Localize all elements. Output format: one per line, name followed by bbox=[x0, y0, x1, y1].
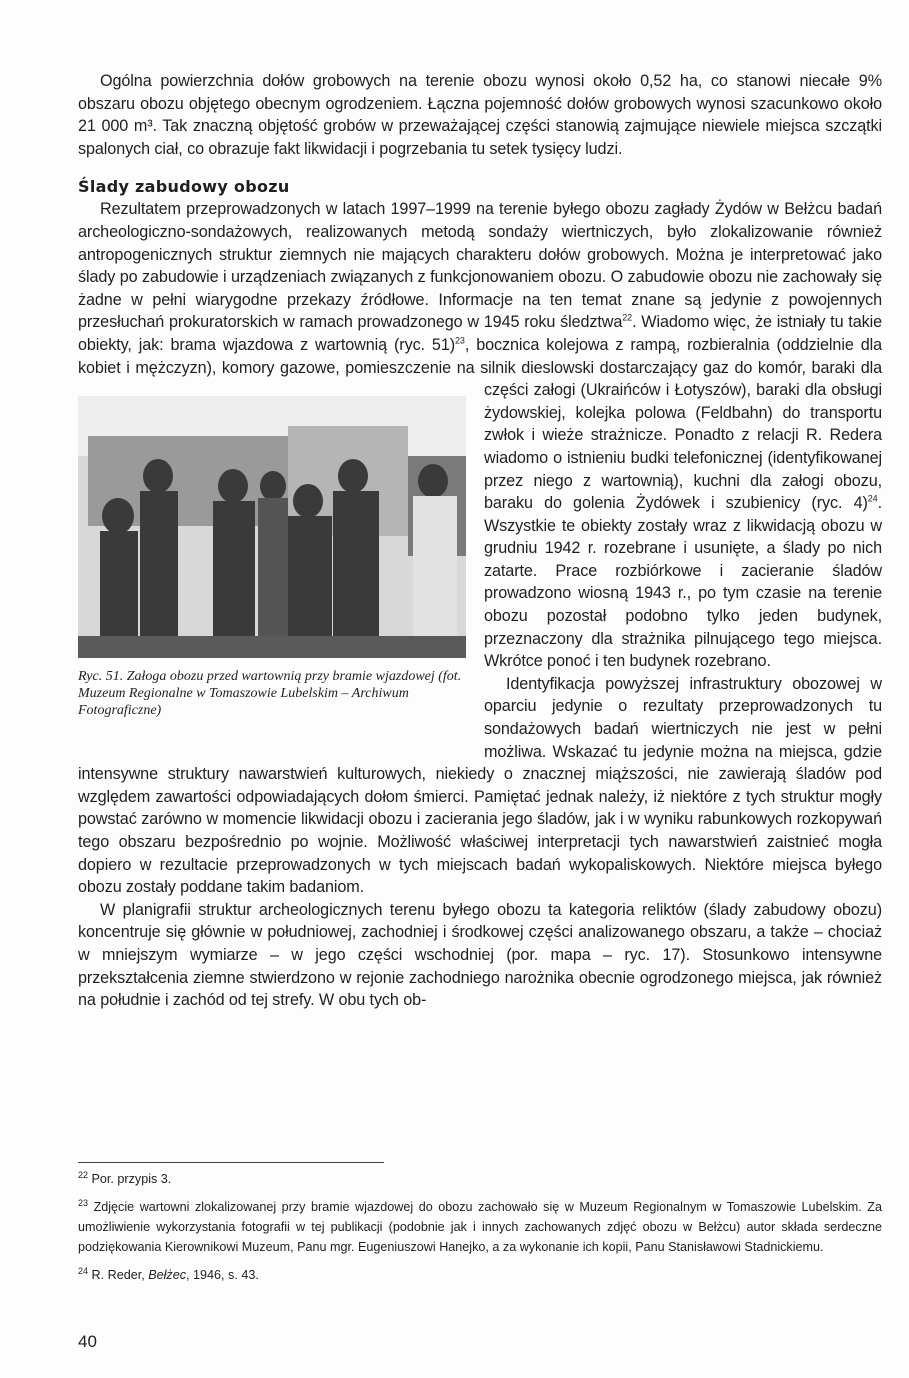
footnote-title: Bełżec bbox=[148, 1268, 187, 1282]
footnote-text: R. Reder, bbox=[91, 1268, 149, 1282]
footnote-text: Por. przypis 3. bbox=[91, 1172, 172, 1186]
photo-illustration bbox=[78, 396, 466, 658]
footnote-number: 23 bbox=[78, 1197, 89, 1208]
figure-caption: Ryc. 51. Załoga obozu przed wartownią przy bramie wjazdowej (fot. Muzeum Regionalne w Tomaszowie Lubelskim – Archiwum Fotograficzne) bbox=[78, 669, 462, 718]
photo-camp-crew bbox=[78, 396, 466, 658]
paragraph-identification: Identyfikacja powyższej infrastruktury obozowej w oparciu jedynie o rezultaty przeprowadzonych tu sondażowych badań wiertniczych nie jest w pełni możliwa. Wskazać tu jedynie można na miejsca, gdzie intensywne struktury nawarstwień kulturowych, niekiedy o znacznej miąższości, nie zawierają śladów pod względem zawartości odpowiadających dołom śmierci. Pamiętać jednak należy, iż niektóre z tych struktur mogły powstać zarówno w momencie likwidacji obozu i zacierania jego śladów, jak i w wyniku rabunkowych rozkopywań tego obszaru bezpośrednio po wojnie. Możliwość właściwej interpretacji tych nawarstwień zaistnieć mogła dopiero w rezultacie przeprowadzonych w tych miejscach badań wykopaliskowych. Niektóre miejsca byłego obozu zostały poddane takim badaniom. bbox=[78, 674, 882, 897]
footnote-number: 22 bbox=[78, 1169, 89, 1180]
paragraph-text: . Wiadomo więc, że istniały tu takie obiekty, jak: brama wjazdowa z wartownią (ryc. 51) bbox=[78, 313, 882, 354]
footnote-24 bbox=[78, 1265, 882, 1285]
footnote-23 bbox=[78, 1197, 882, 1257]
paragraph-grave-area: Ogólna powierzchnia dołów grobowych na terenie obozu wynosi około 0,52 ha, co stanowi niecałe 9% obszaru obozu objętego obecnym ogrodzeniem. Łączna pojemność dołów grobowych wynosi szacunkowo około 21 000 m³. Tak znaczną objętość grobów w przeważającej części stanowią zajmujące niewiele miejsca szczątki spalonych ciał, co obrazuje fakt likwidacji i pogrzebania tu setek tysięcy ludzi. bbox=[78, 72, 882, 158]
footnote-number: 24 bbox=[78, 1265, 89, 1276]
footnote-ref-23[interactable]: 23 bbox=[455, 335, 465, 346]
footnotes bbox=[78, 1162, 882, 1293]
paragraph-planigraphy: W planigrafii struktur archeologicznych terenu byłego obozu ta kategoria reliktów (ślady zabudowy obozu) koncentruje się głównie w południowej, zachodniej i środkowej części analizowanego obszaru, a także – chociaż w mniejszym wymiarze – w jego części wschodniej (por. mapa – ryc. 17). Stosunkowo intensywne przekształcenia ziemne stwierdzono w rejonie zachodniego narożnika obecnie ogrodzonego miejsca, jak również na południe i zachód od tej strefy. W obu tych ob- bbox=[78, 900, 882, 1010]
page-number: 40 bbox=[78, 1332, 97, 1351]
footnote-ref-22[interactable]: 22 bbox=[622, 312, 633, 323]
footnote-22 bbox=[78, 1169, 882, 1189]
figure-51 bbox=[78, 396, 466, 719]
footnote-text: Zdjęcie wartowni zlokalizowanej przy bramie wjazdowej do obozu zachowało się w Muzeum Regionalnym w Tomaszowie Lubelskim. Za umożliwienie wykorzystania fotografii w tej publikacji (podobnie jak i innych zachowanych zdjęć obozu w Bełżcu) autor składa serdeczne podziękowania Kierownikowi Muzeum, Panu mgr. Eugeniuszowi Hanejko, a za wykonanie ich kopii, Panu Stanisławowi Stadnickiemu. bbox=[78, 1200, 882, 1254]
section-heading: Ślady zabudowy obozu bbox=[78, 177, 290, 197]
paragraph-text: . Wszystkie te obiekty zostały wraz z likwidacją obozu w grudniu 1942 r. rozebrane i usunięte, a ślady po nich zatarte. Prace rozbiórkowe i zacieranie śladów prowadzono wiosną 1943 r., po tym czasie na terenie obozu pozostał podobno tylko jeden budynek, przeznaczony dla strażnika pilnującego tego miejsca. Wkrótce ponoć i ten budynek rozebrano. bbox=[484, 494, 882, 671]
footnote-divider bbox=[78, 1162, 384, 1163]
footnote-ref-24[interactable]: 24 bbox=[867, 493, 878, 504]
footnote-text: , 1946, s. 43. bbox=[186, 1268, 259, 1282]
paragraph-text: Rezultatem przeprowadzonych w latach 1997–1999 na terenie byłego obozu zagłady Żydów w Bełżcu badań archeologiczno-sondażowych, realizowanych metodą sondaży wiertniczych, było zlokalizowanie również antropogenicznych struktur ziemnych nie mających charakteru dołów grobowych. Można je interpretować jako ślady po zabudowie i urządzeniach związanych z funkcjonowaniem obozu. O zabudowie obozu nie zachowały się żadne w pełni wiarygodne przekazy źródłowe. Informacje na ten temat znane są jedynie z powojennych przesłuchań prokuratorskich w ramach prowadzonego w 1945 roku śledztwa bbox=[78, 200, 882, 332]
paragraph-text: , bocznica kolejowa z rampą, rozbieralnia (oddzielnie dla kobiet i mężczyzn), komory gazowe, pomieszczenie na silnik dieslowski dostarczający gaz do komór, baraki dla części załogi (Ukraińców i Łotyszów), baraki dla obsługi żydowskiej, kolejka polowa (Feldbahn) do transportu zwłok i wieże strażnicze. Ponadto z relacji R. Redera wiadomo o istnieniu budki telefonicznej (identyfikowanej przez niego z wartownią), kuchni dla załogi obozu, baraku do golenia Żydówek i szubienicy (ryc. 4) bbox=[78, 335, 882, 513]
